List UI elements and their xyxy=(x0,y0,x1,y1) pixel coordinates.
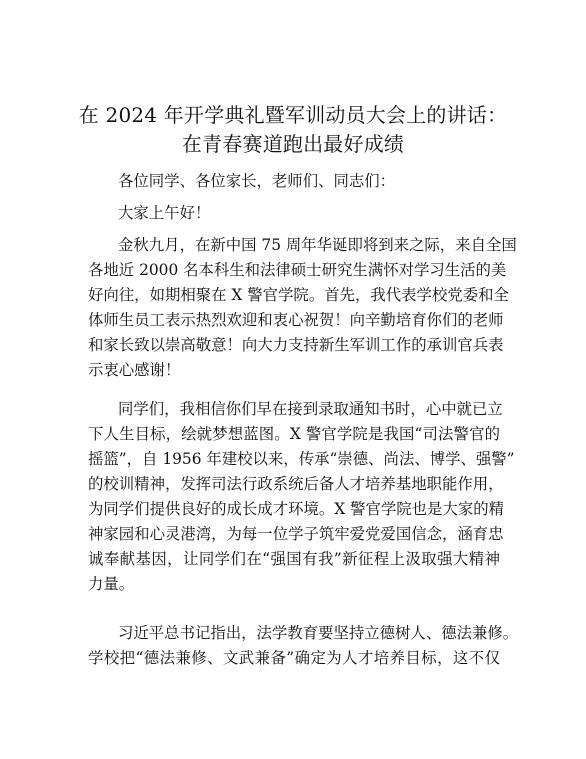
paragraph-line: 下人生目标，绘就梦想蓝图。X 警官学院是我国“司法警官的 xyxy=(88,425,500,443)
paragraph-line: 同学们，我相信你们早在接到录取通知书时，心中就已立 xyxy=(118,400,503,418)
paragraph-line: 体师生员工表示热烈欢迎和衷心祝贺！向辛勤培育你们的老师 xyxy=(88,311,504,329)
paragraph-line: 神家园和心灵港湾，为每一位学子筑牢爱党爱国信念，涵育忠 xyxy=(88,525,504,543)
paragraph-line: 习近平总书记指出，法学教育要坚持立德树人、德法兼修。 xyxy=(118,624,519,642)
paragraph-line: 示衷心感谢！ xyxy=(88,361,181,379)
paragraph-line: 摇篮”，自 1956 年建校以来，传承“崇德、尚法、博学、强警” xyxy=(88,450,515,468)
paragraph-line: 好向往，如期相聚在 X 警官学院。首先，我代表学校党委和全 xyxy=(88,286,509,304)
paragraph-line: 的校训精神，发挥司法行政系统后备人才培养基地职能作用， xyxy=(88,475,504,493)
paragraph-line: 为同学们提供良好的成长成才环境。X 警官学院也是大家的精 xyxy=(88,500,505,518)
salutation: 各位同学、各位家长，老师们、同志们： xyxy=(118,172,396,190)
paragraph-line: 诚奉献基因，让同学们在“强国有我”新征程上汲取强大精神 xyxy=(88,550,500,568)
paragraph-line: 各地近 2000 名本科生和法律硕士研究生满怀对学习生活的美 xyxy=(88,261,507,279)
greeting: 大家上午好！ xyxy=(118,204,211,222)
paragraph-line: 金秋九月，在新中国 75 周年华诞即将到来之际，来自全国 xyxy=(118,236,517,254)
document-title-line-1: 在 2024 年开学典礼暨军训动员大会上的讲话： xyxy=(78,103,508,127)
paragraph-line: 学校把“德法兼修、文武兼备”确定为人才培养目标，这不仅 xyxy=(88,649,500,667)
paragraph-line: 力量。 xyxy=(88,575,135,593)
paragraph-line: 和家长致以崇高敬意！向大力支持新生军训工作的承训官兵表 xyxy=(88,336,504,354)
document-title-line-2: 在青春赛道跑出最好成绩 xyxy=(181,132,405,156)
